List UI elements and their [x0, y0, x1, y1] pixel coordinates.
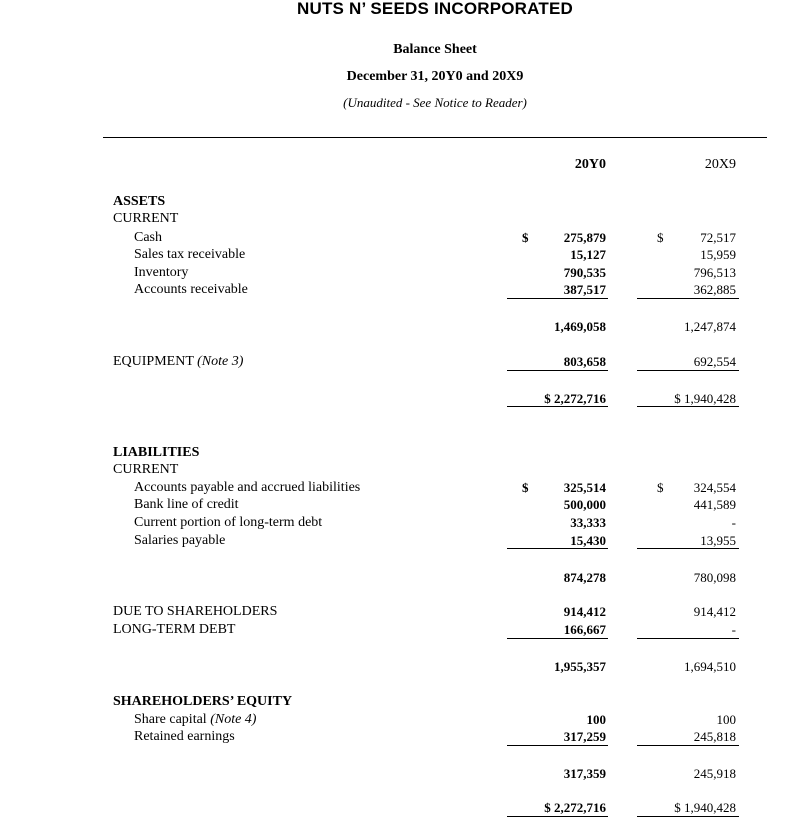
due-shareholders-label: DUE TO SHAREHOLDERS: [113, 604, 278, 619]
total-assets-20Y0: $ 2,272,716: [544, 391, 606, 406]
retained-earnings-20X9: 245,818: [693, 729, 736, 744]
equipment-note: (Note 3): [197, 354, 244, 369]
column-header-20Y0: 20Y0: [574, 157, 606, 172]
total-rule: [507, 406, 608, 407]
notice-to-reader: (Unaudited - See Notice to Reader): [343, 95, 527, 110]
header-divider: [103, 137, 767, 138]
due-shareholders-20Y0: 914,412: [563, 604, 606, 619]
asset-cash-20X9: 72,517: [700, 230, 736, 245]
total-assets-20X9: $ 1,940,428: [674, 391, 736, 406]
subtotal-rule: [637, 548, 739, 549]
liability-bank-line-20Y0: 500,000: [563, 497, 606, 512]
total-liabilities-20X9: 1,694,510: [684, 659, 736, 674]
long-term-debt-label: LONG-TERM DEBT: [113, 622, 236, 637]
equipment-20X9: 692,554: [693, 354, 736, 369]
liabilities-current-heading: CURRENT: [113, 462, 179, 477]
liabilities-current-total-20X9: 780,098: [693, 570, 736, 585]
liability-salaries-label: Salaries payable: [134, 533, 226, 548]
liability-salaries-20Y0: 15,430: [570, 533, 606, 548]
liability-payables-label: Accounts payable and accrued liabilities: [134, 480, 361, 495]
subtotal-rule: [637, 745, 739, 746]
liability-current-ltd-20Y0: 33,333: [570, 515, 606, 530]
share-capital-20X9: 100: [716, 712, 736, 727]
asset-inventory-label: Inventory: [134, 265, 189, 280]
statement-dates: December 31, 20Y0 and 20X9: [346, 69, 524, 84]
asset-sales-tax-20X9: 15,959: [700, 247, 736, 262]
total-rule: [507, 816, 608, 817]
asset-inventory-20X9: 796,513: [693, 265, 736, 280]
column-header-20X9: 20X9: [704, 157, 736, 172]
asset-inventory-20Y0: 790,535: [563, 265, 606, 280]
asset-sales-tax-label: Sales tax receivable: [134, 247, 246, 262]
liability-payables-20Y0: 325,514: [563, 480, 606, 495]
due-shareholders-20X9: 914,412: [693, 604, 736, 619]
share-capital-20Y0: 100: [586, 712, 606, 727]
total-liabilities-equity-20Y0: $ 2,272,716: [544, 800, 606, 815]
company-name: NUTS N’ SEEDS INCORPORATED: [297, 0, 573, 18]
equity-heading: SHAREHOLDERS’ EQUITY: [113, 694, 293, 709]
share-capital-note: (Note 4): [210, 712, 257, 727]
subtotal-rule: [637, 638, 739, 639]
subtotal-rule: [507, 745, 608, 746]
long-term-debt-20Y0: 166,667: [563, 622, 606, 637]
subtotal-rule: [507, 638, 608, 639]
assets-heading: ASSETS: [113, 194, 166, 209]
total-equity-20X9: 245,918: [693, 766, 736, 781]
liability-bank-line-20X9: 441,589: [693, 497, 736, 512]
asset-cash-label: Cash: [134, 230, 162, 245]
equipment-label: [113, 355, 243, 369]
currency-symbol: $: [522, 230, 529, 245]
liabilities-current-total-20Y0: 874,278: [563, 570, 606, 585]
retained-earnings-20Y0: 317,259: [563, 729, 606, 744]
asset-receivable-20X9: 362,885: [693, 282, 736, 297]
currency-symbol: $: [522, 480, 529, 495]
assets-current-heading: CURRENT: [113, 211, 179, 226]
liability-bank-line-label: Bank line of credit: [134, 497, 239, 512]
total-rule: [637, 816, 739, 817]
liability-current-ltd-label: Current portion of long-term debt: [134, 515, 323, 530]
asset-receivable-label: Accounts receivable: [134, 282, 248, 297]
equipment-20Y0: 803,658: [563, 354, 606, 369]
total-liabilities-equity-20X9: $ 1,940,428: [674, 800, 736, 815]
subtotal-rule: [507, 370, 608, 371]
liability-current-ltd-20X9: -: [731, 515, 736, 530]
subtotal-rule: [507, 548, 608, 549]
subtotal-rule: [507, 298, 608, 299]
equipment-label-text: EQUIPMENT: [113, 354, 194, 369]
liability-payables-20X9: 324,554: [693, 480, 736, 495]
assets-current-total-20X9: 1,247,874: [684, 319, 736, 334]
asset-receivable-20Y0: 387,517: [563, 282, 606, 297]
assets-current-total-20Y0: 1,469,058: [554, 319, 606, 334]
share-capital-label-text: Share capital: [134, 712, 207, 727]
asset-cash-20Y0: 275,879: [563, 230, 606, 245]
currency-symbol: $: [657, 480, 664, 495]
currency-symbol: $: [657, 230, 664, 245]
liabilities-heading: LIABILITIES: [113, 445, 200, 460]
statement-title: Balance Sheet: [393, 42, 477, 57]
long-term-debt-20X9: -: [731, 622, 736, 637]
subtotal-rule: [637, 298, 739, 299]
total-liabilities-20Y0: 1,955,357: [554, 659, 606, 674]
total-rule: [637, 406, 739, 407]
share-capital-label: [134, 713, 256, 727]
liability-salaries-20X9: 13,955: [700, 533, 736, 548]
retained-earnings-label: Retained earnings: [134, 729, 235, 744]
total-equity-20Y0: 317,359: [563, 766, 606, 781]
asset-sales-tax-20Y0: 15,127: [570, 247, 606, 262]
subtotal-rule: [637, 370, 739, 371]
